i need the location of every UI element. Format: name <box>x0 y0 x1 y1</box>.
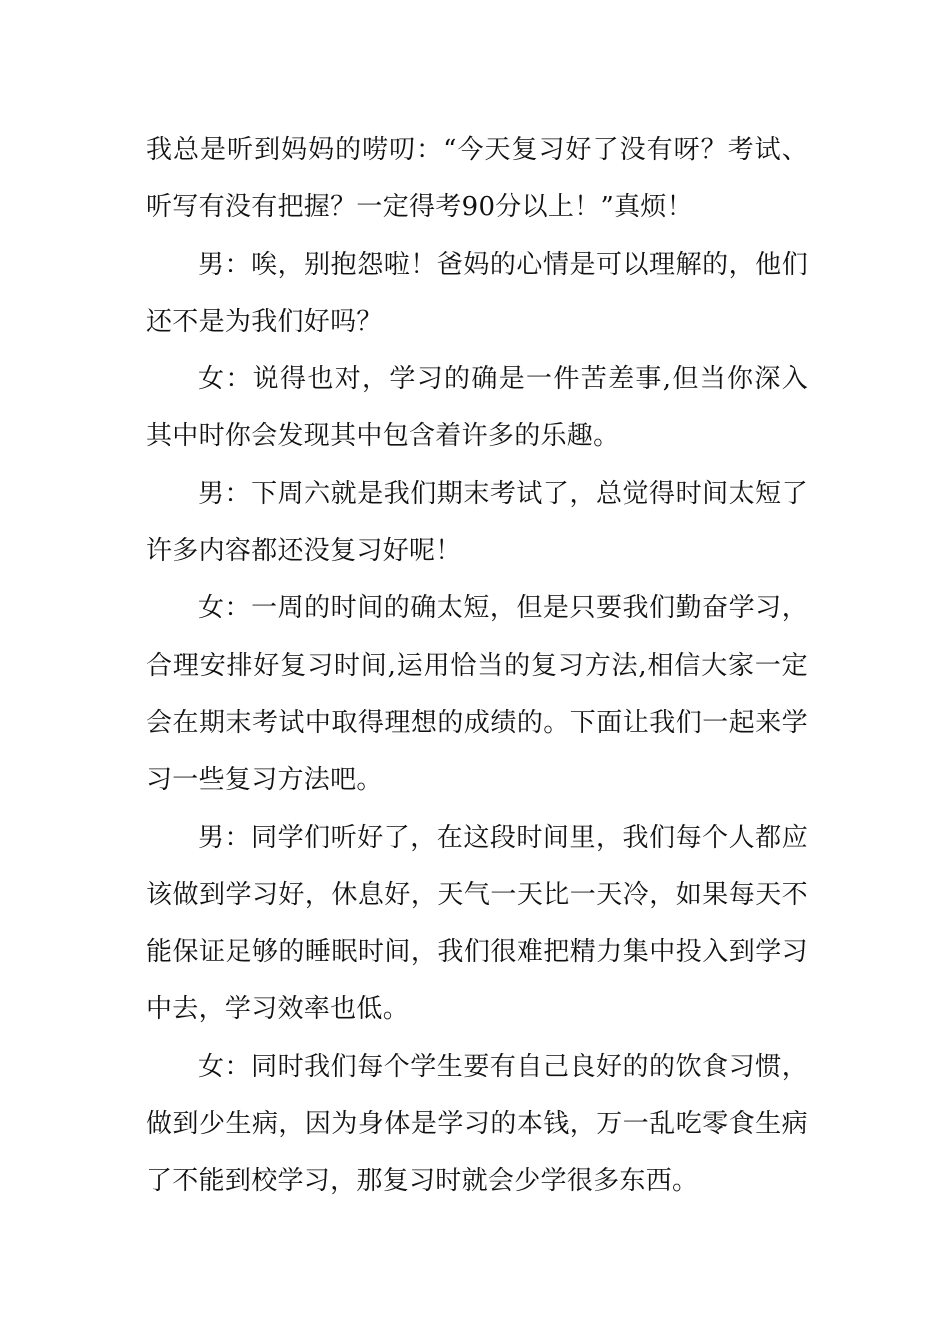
paragraph-7: 女：同时我们每个学生要有自己良好的的饮食习惯，做到少生病，因为身体是学习的本钱，万一乱吃零食生病了不能到校学习，那复习时就会少学很多东西。 <box>146 1051 808 1197</box>
document-body <box>146 122 808 1211</box>
paragraph-6: 男：同学们听好了，在这段时间里，我们每个人都应该做到学习好，休息好，天气一天比一天冷，如果每天不能保证足够的睡眠时间，我们很难把精力集中投入到学习中去，学习效率也低。 <box>146 822 808 1025</box>
paragraph-2: 男：唉，别抱怨啦！爸妈的心情是可以理解的，他们还不是为我们好吗？ <box>146 249 808 337</box>
paragraph-3: 女：说得也对，学习的确是一件苦差事,但当你深入其中时你会发现其中包含着许多的乐趣。 <box>146 364 808 452</box>
paragraph-1: 我总是听到妈妈的唠叨：“今天复习好了没有呀？考试、听写有没有把握？一定得考90分以上！”真烦！ <box>146 135 808 223</box>
paragraph-4: 男：下周六就是我们期末考试了，总觉得时间太短了许多内容都还没复习好呢！ <box>146 478 808 567</box>
paragraph-5: 女：一周的时间的确太短，但是只要我们勤奋学习，合理安排好复习时间,运用恰当的复习方法,相信大家一定会在期末考试中取得理想的成绩的。下面让我们一起来学习一些复习方法吧。 <box>146 593 808 796</box>
